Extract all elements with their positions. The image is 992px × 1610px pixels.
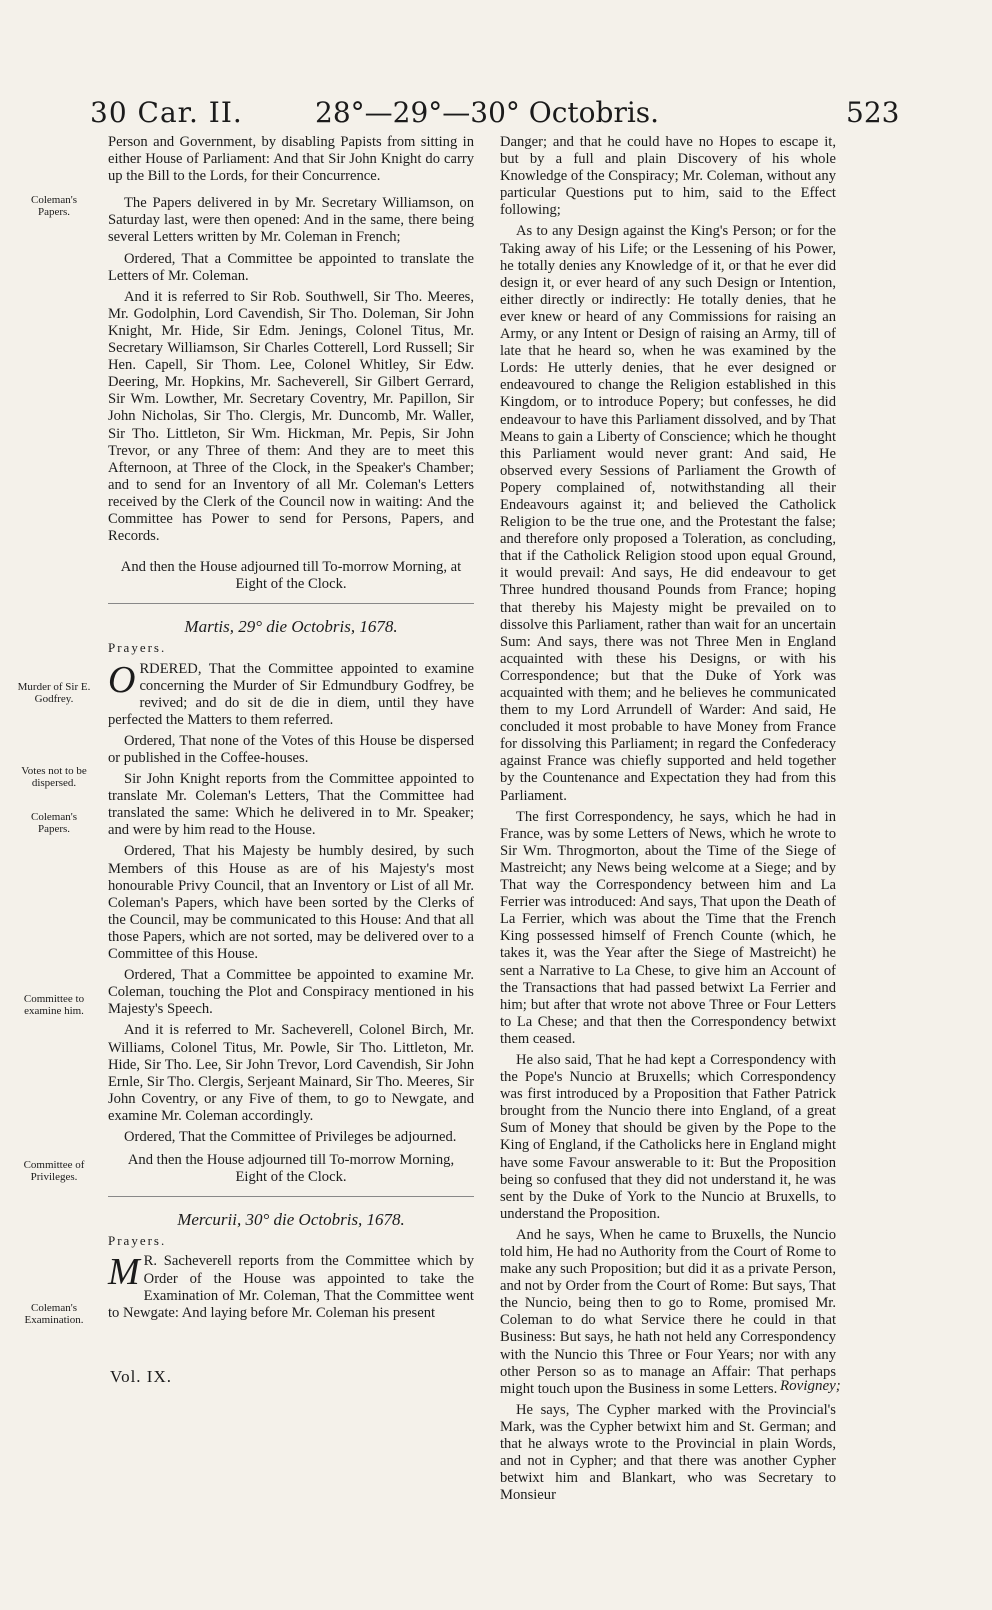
margin-note-colemans-examination: Coleman's Examination. xyxy=(24,1302,84,1326)
paragraph: The first Correspondency, he says, which he had in France, was by some Letters of News, which he wrote to Sir Wm. Throgmorton, about the Time of the Siege of Mastreicht; any News being welcome at a Siege; and by That way the Correspondency between him and La Ferrier was introduced: And says, That upon the Death of La Ferrier, which was about the Time that the French King possessed himself of French Counte (which, he takes it, was the Year after the Siege of Mastreicht) he sent a Narrative to La Chese, to give him an Account of the Transactions that had passed betwixt La Ferrier and him; but after that wrote not above Three or Four Letters to La Chese; and that then the Correspondency betwixt them ceased. xyxy=(500,808,836,1047)
paragraph: And it is referred to Sir Rob. Southwell, Sir Tho. Meeres, Mr. Godolphin, Lord Cavendish, Sir Tho. Doleman, Sir John Knight, Mr. Hide, Sir Edm. Jenings, Colonel Titus, Mr. Secretary Williamson, Sir Charles Cotterell, Lord Russell; Sir Hen. Capell, Sir Thom. Lee, Colonel Whitley, Sir Edw. Deering, Mr. Hopkins, Mr. Sacheverell, Sir Gilbert Gerrard, Sir Wm. Lowther, Mr. Secretary Coventry, Mr. Papillon, Sir John Nicholas, Sir Tho. Clergis, Mr. Duncomb, Mr. Waller, Sir Tho. Littleton, Sir Wm. Hickman, Mr. Pepis, Sir John Trevor, or any Three of them: And they are to meet this Afternoon, at Three of the Clock, in the Speaker's Chamber; and to send for an Inventory of all Mr. Coleman's Letters received by the Clerk of the Council now in waiting: And the Committee has Power to send for Persons, Papers, and Records. xyxy=(108,288,474,545)
margin-note-votes: Votes not to be dispersed. xyxy=(21,765,87,789)
paragraph-text: R. Sacheverell reports from the Committee which by Order of the House was appointed to take the Examination of Mr. Coleman, That the Committee went to Newgate: And laying before Mr. Coleman his present xyxy=(108,1253,474,1321)
paragraph: And it is referred to Mr. Sacheverell, Colonel Birch, Mr. Williams, Colonel Titus, Mr. Powle, Sir Tho. Littleton, Mr. Hide, Sir Tho. Lee, Sir John Trevor, Lord Cavendish, Sir John Ernle, Sir Tho. Clergis, Serjeant Mainard, Sir Tho. Meeres, Sir John Coventry, or any Five of them, to go to Newgate, and examine Mr. Coleman accordingly. xyxy=(108,1022,475,1124)
paragraph: Ordered, That the Committee of Privileges be adjourned. xyxy=(124,1128,457,1145)
paragraph: He says, The Cypher marked with the Provincial's Mark, was the Cypher betwixt him and St. German; and that he always wrote to the Provincial in plain Words, and not in Cypher; and that there was another Cypher betwixt him and Blankart, who was Secretary to Monsieur xyxy=(500,1401,836,1504)
day-heading: Mercurii, 30° die Octobris, 1678. xyxy=(177,1210,405,1230)
prayers-label: Prayers. xyxy=(108,1233,167,1249)
page-number: 523 xyxy=(846,96,900,129)
paragraph: Ordered, That none of the Votes of this House be dispersed or published in the Coffee-houses. xyxy=(108,732,474,766)
day-heading: Martis, 29° die Octobris, 1678. xyxy=(184,617,398,637)
margin-note-committee-privileges: Committee of Privileges. xyxy=(23,1159,85,1183)
paragraph: The Papers delivered in by Mr. Secretary Williamson, on Saturday last, were then opened: And in the same, there being several Letters written by Mr. Coleman in French; xyxy=(108,195,474,246)
paragraph: And he says, When he came to Bruxells, the Nuncio told him, He had no Authority from the Court of Rome to make any such Proposition; but did it as a private Person, and not by Order from the Court of Rome: But says, That the Nuncio, being then to go to Rome, promised Mr. Coleman to do what Service there he could in that Business: But says, he hath not held any Correspondency with the Nuncio this Three or Four Years; nor with any other Person so as to manage an Affair: That perhaps might touch upon the Business in some Letters. xyxy=(500,1226,836,1397)
paragraph: Sir John Knight reports from the Committee appointed to translate Mr. Coleman's Letters, That the Committee had translated the same: Which he delivered in to Mr. Speaker; and were by him read to the House. xyxy=(108,771,474,839)
paragraph xyxy=(108,658,474,729)
adjournment: And then the House adjourned till To-morrow Morning, at Eight of the Clock. xyxy=(120,559,462,593)
section-rule xyxy=(108,603,474,604)
paragraph: Ordered, That a Committee be appointed to translate the Letters of Mr. Coleman. xyxy=(108,250,474,284)
paragraph: Ordered, That a Committee be appointed to examine Mr. Coleman, touching the Plot and Conspiracy mentioned in his Majesty's Speech. xyxy=(108,967,474,1018)
paragraph xyxy=(108,1253,474,1321)
paragraph: He also said, That he had kept a Correspondency with the Pope's Nuncio at Bruxells; which Correspondency was first introduced by a Proposition that Father Patrick brought from the Nuncio there into England, of a great Sum of Money that should be given by the Pope to the King of England, if the Catholicks here in England might have some Favour answerable to it: But the Proposition being so confused that they did not understand it, he was sent by the Duke of York to the Nuncio at Bruxells, to understand the Proposition. xyxy=(500,1051,836,1222)
catchword: Rovigney; xyxy=(780,1378,841,1394)
left-column xyxy=(108,134,474,1326)
margin-note-committee-examine: Committee to examine him. xyxy=(23,993,85,1017)
volume-signature: Vol. IX. xyxy=(110,1367,172,1386)
prayers-label: Prayers. xyxy=(108,640,167,656)
header-dates: 28°—29°—30° Octobris. xyxy=(315,96,660,129)
margin-note-colemans-papers-2: Coleman's Papers. xyxy=(31,811,77,835)
regnal-year: 30 Car. II. xyxy=(90,96,243,129)
right-column xyxy=(500,134,836,1508)
paragraph: As to any Design against the King's Person; or for the Taking away of his Life; or the Lessening of his Power, he totally denies any Knowledge of it, or that he ever did design it, or ever heard of any such Design or Intention, either directly or indirectly: He totally denies, that he ever knew or heard of any Commissions for raising an Army, or any Intent or Design of raising an Army, till of late that he heard so, when he was examined by the Lords: He utterly denies, that he ever designed or endeavoured to change the Religion established in this Kingdom, or to introduce Popery; but confesses, he did endeavour to have this Parliament dissolved, and by That Means to gain a Liberty of Conscience; which he thought this Parliament would never grant: And said, He observed every Sessions of Parliament the Growth of Popery complained of, notwithstanding all their Endeavours against it; and believed the Catholick Religion to be the true one, and the Protestant the false; and therefore only proposed a Toleration, as concluding, that if the Catholick Religion stood upon equal Ground, it would prevail: And says, He did endeavour to get Three hundred thousand Pounds from France; hoping that thereby his Majesty might be prevailed on to dissolve this Parliament, rather than wait for an uncertain Sum: And says, there was not Three Men in England acquainted with these his Designs, or with his Correspondence; but that the Duke of York was acquainted with them; and he believes he communicated them to my Lord Arrundell of Warder: And said, He concluded it most probable to have Money from France for dissolving this Parliament; in regard the Confederacy against France was chiefly supported and held together by the Countenance and Expectation they had from this Parliament. xyxy=(500,223,836,804)
paragraph: Ordered, That his Majesty be humbly desired, by such Members of this House as are of his Majesty's most honourable Privy Council, that an Inventory or List of all Mr. Coleman's Papers, which have been sorted by the Clerks of the Council, may be communicated to this House: And that all those Papers, which are not sorted, may be delivered over to a Committee of this House. xyxy=(108,843,474,963)
running-header xyxy=(0,96,992,136)
drop-cap: M xyxy=(108,1251,140,1294)
section-rule xyxy=(108,1196,474,1197)
paragraph: Danger; and that he could have no Hopes to escape it, but by a full and plain Discovery of his whole Knowledge of the Conspiracy; Mr. Coleman, without any particular Questions put to him, said to the Effect following; xyxy=(500,134,837,219)
margin-note-murder-godfrey: Murder of Sir E. Godfrey. xyxy=(17,681,91,705)
paragraph-text: RDERED, That the Committee appointed to examine concerning the Murder of Sir Edmundbury Godfrey, be revived; and do sit de die in diem, until they have perfected the Matters to them referred. xyxy=(108,660,474,728)
paragraph: Person and Government, by disabling Papists from sitting in either House of Parliament: And that Sir John Knight do carry up the Bill to the Lords, for their Concurrence. xyxy=(108,134,474,185)
margin-note-colemans-papers: Coleman's Papers. xyxy=(31,194,77,218)
adjournment: And then the House adjourned till To-morrow Morning, Eight of the Clock. xyxy=(127,1152,455,1186)
drop-cap: O xyxy=(108,658,136,701)
